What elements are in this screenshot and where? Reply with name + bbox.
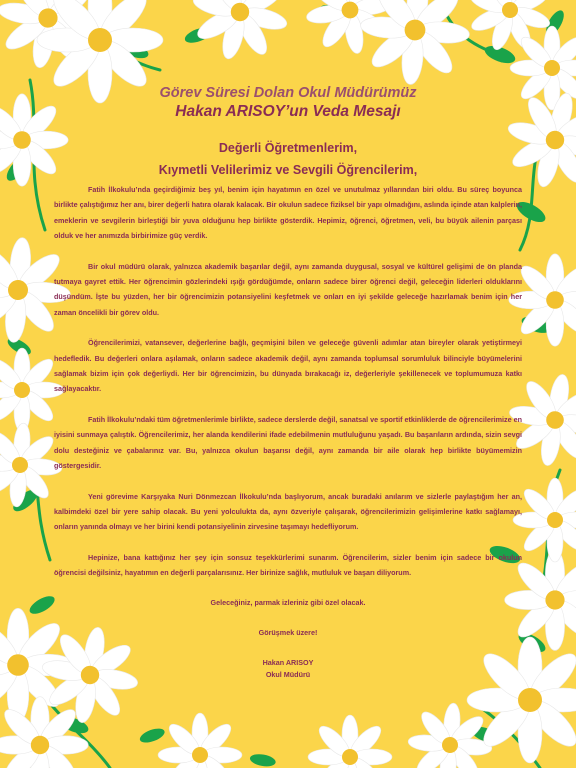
- closing-line-1: Geleceğiniz, parmak izleriniz gibi özel olacak.: [210, 597, 366, 607]
- daisy-flower-decoration: [158, 713, 242, 768]
- closing-line-2: Görüşmek üzere!: [258, 627, 318, 637]
- paragraph-3: Öğrencilerimizi, vatansever, değerlerine bağlı, geçmişini bilen ve geleceğe güvenli adımlar atan bireyler olarak yetiştirmeyi hedefledik. Bu değerleri onlara aşılamak, onların sadece akademik değil, aynı zamanda toplumsal sorumluluk bilinciyle büyümelerini sağlamak bizim için çok değerliydi. Her bir öğrencimizin, bu dünyada bırakacağı iz, değerleriyle şekillenecek ve toplumumuza katkı sağlayacaktır.: [54, 338, 522, 394]
- leaf-decoration: [27, 593, 57, 618]
- greeting-line-2: Kıymetli Velilerimiz ve Sevgili Öğrencilerim,: [158, 163, 418, 177]
- letter-title-line-2: Hakan ARISOY’un Veda Mesajı: [175, 103, 401, 120]
- leaf-decoration: [138, 726, 166, 746]
- signature-name: Hakan ARISOY: [262, 657, 314, 667]
- paragraph-5: Yeni görevime Karşıyaka Nuri Dönmezcan İlkokulu’nda başlıyorum, ancak buradaki anılarım ve sizlerle paylaştığım her an, kalbimdeki özel bir yere sahip olacak. Bu yeni yolculukta da, aynı özveriyle çalışarak, öğrencilerimizin gelişimlerine katkı sağlamayı, onların yanında olmayı ve her birini kendi potansiyelinin zirvesine taşımayı hedefliyorum.: [54, 491, 522, 532]
- signature-role: Okul Müdürü: [265, 669, 311, 679]
- letter: [54, 78, 522, 681]
- paragraph-1: Fatih İlkokulu’nda geçirdiğimiz beş yıl, benim için hayatımın en özel ve unutulmaz yıllarından biri oldu. Bu süreç boyunca birlikte çalıştığımız her anı, birer değerli hatıra olarak kalacak. Bir okulun sadece fiziksel bir yapı olmadığını, aslında içinde atan kalplerin, emeklerin ve sevgilerin birleştiği bir yuva olduğunu hep birlikte gösterdik. Hepimiz, öğrenci, öğretmen, veli, bu büyük ailenin parçası olduk ve her anımızda birbirimize güç verdik.: [54, 185, 522, 241]
- daisy-flower-decoration: [181, 0, 299, 71]
- leaf-decoration: [249, 752, 277, 768]
- greeting-line-1: Değerli Öğretmenlerim,: [218, 141, 358, 155]
- paragraph-4: Fatih İlkokulu’ndaki tüm öğretmenlerimle birlikte, sadece derslerde değil, sanatsal ve sportif etkinliklerde de öğrencilerimize en iyisini sunmaya çalıştık. Öğrencilerimiz, her alanda kendilerini ifade edebilmenin mutluluğunu yaşadı. Bu başarıların ardında, sizin sevgi dolu desteğiniz ve çabalarınız var. Bu, yalnızca okulun başarısı değil, aynı zamanda bir aile olarak hep birlikte büyümemizin göstergesidir.: [54, 414, 522, 471]
- paragraph-2: Bir okul müdürü olarak, yalnızca akademik başarılar değil, aynı zamanda duygusal, sosyal ve kültürel gelişimi de ön planda tutmaya gayret ettik. Her öğrencimin gözlerindeki ışığı gördüğümde, onların sadece birer öğrenci değil, geleceğin liderleri olduklarını düşündüm. İşte bu yüzden, her bir öğrencimizin potansiyelini keşfetmek ve onları en iyi şekilde geleceğe hazırlamak benim için her zaman öncelikli bir görev oldu.: [54, 261, 522, 317]
- paragraph-6: Hepinize, bana kattığınız her şey için sonsuz teşekkürlerimi sunarım. Öğrencilerim, sizler benim için sadece bir okulun öğrencisi değilsiniz, hayatımın en değerli parçalarısınız. Her birinize sağlık, mutluluk ve başarı diliyorum.: [54, 552, 522, 578]
- daisy-flower-decoration: [513, 478, 576, 562]
- letter-title-line-1: Görev Süresi Dolan Okul Müdürümüz: [159, 85, 417, 101]
- daisy-flower-decoration: [308, 715, 392, 768]
